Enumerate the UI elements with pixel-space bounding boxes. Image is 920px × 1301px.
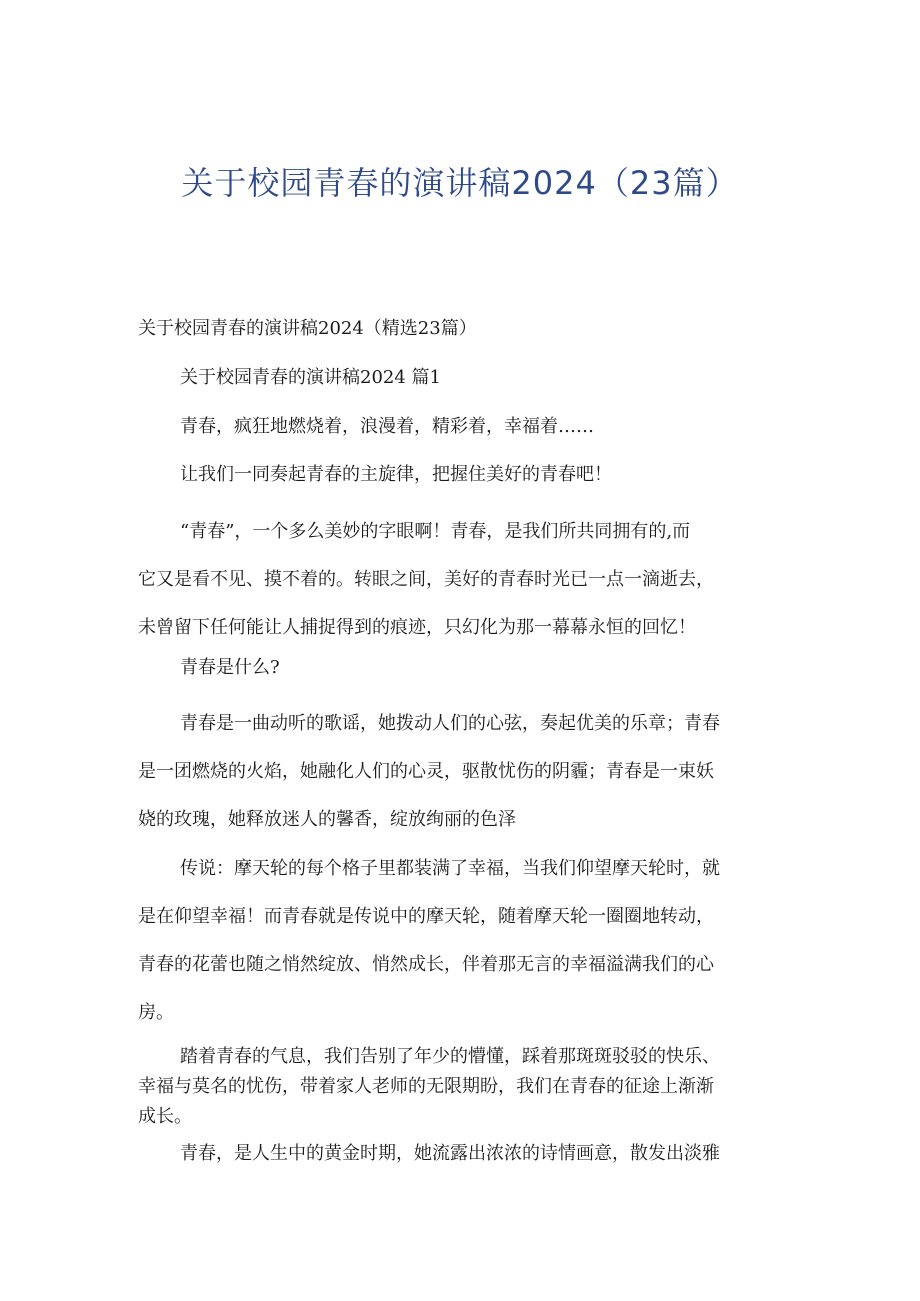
paragraph-4: 青春是什么?	[180, 657, 280, 678]
paragraph-1: 青春，疯狂地燃烧着，浪漫着，精彩着，幸福着……	[180, 416, 594, 437]
paragraph-5	[138, 700, 794, 844]
paragraph-3-line-1: “青春”，一个多么美妙的字眼啊！青春，是我们所共同拥有的,而	[180, 521, 691, 542]
paragraph-6-line-1: 传说：摩天轮的每个格子里都装满了幸福，当我们仰望摩天轮时，就	[180, 858, 720, 879]
paragraph-6-line-2: 是在仰望幸福！而青春就是传说中的摩天轮，随着摩天轮一圈圈地转动，	[138, 906, 714, 927]
paragraph-5-line-2: 是一团燃烧的火焰，她融化人们的心灵，驱散忧伤的阴霾；青春是一束妖	[138, 761, 714, 782]
paragraph-6-line-4: 房。	[138, 1002, 174, 1023]
paragraph-7	[138, 1042, 794, 1132]
paragraph-3-line-3: 未曾留下任何能让人捕捉得到的痕迹，只幻化为那一幕幕永恒的回忆！	[138, 617, 696, 638]
paragraph-3	[138, 508, 794, 652]
paragraph-6	[138, 845, 794, 1037]
paragraph-3-line-2: 它又是看不见、摸不着的。转眼之间，美好的青春时光已一点一滴逝去，	[138, 569, 714, 590]
document-title: 关于校园青春的演讲稿2024（23篇）	[181, 164, 739, 202]
section-heading: 关于校园青春的演讲稿2024 篇1	[180, 367, 441, 388]
paragraph-8: 青春，是人生中的黄金时期，她流露出浓浓的诗情画意，散发出淡雅	[180, 1143, 720, 1164]
paragraph-6-line-3: 青春的花蕾也随之悄然绽放、悄然成长，伴着那无言的幸福溢满我们的心	[138, 954, 714, 975]
paragraph-7-line-3: 成长。	[138, 1106, 192, 1127]
paragraph-2: 让我们一同奏起青春的主旋律，把握住美好的青春吧！	[180, 464, 612, 485]
paragraph-7-line-2: 幸福与莫名的忧伤，带着家人老师的无限期盼，我们在青春的征途上渐渐	[138, 1076, 714, 1097]
paragraph-5-line-1: 青春是一曲动听的歌谣，她拨动人们的心弦，奏起优美的乐章；青春	[180, 713, 720, 734]
paragraph-7-line-1: 踏着青春的气息，我们告别了年少的懵懂，踩着那斑斑驳驳的快乐、	[180, 1046, 720, 1067]
document-subtitle: 关于校园青春的演讲稿2024（精选23篇）	[138, 318, 477, 339]
paragraph-5-line-3: 娆的玫瑰，她释放迷人的馨香，绽放绚丽的色泽	[138, 809, 516, 830]
